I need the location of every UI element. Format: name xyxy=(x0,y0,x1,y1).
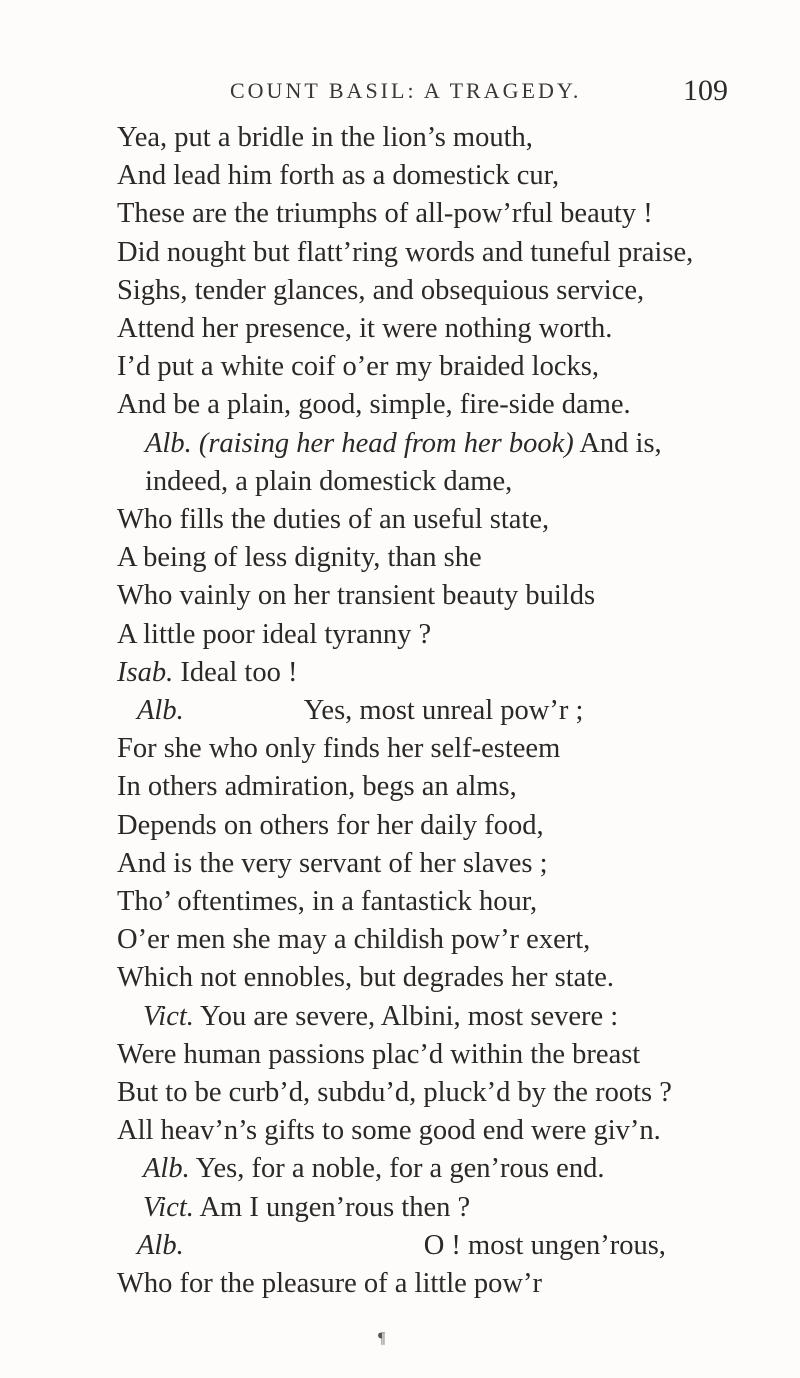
verse-line: Did nought but flatt’ring words and tuneful praise, xyxy=(117,236,694,268)
footer-mark: ¶ xyxy=(378,1330,386,1347)
speaker-name: Alb. xyxy=(143,1153,190,1185)
verse-line: And be a plain, good, simple, fire-side dame. xyxy=(117,389,631,421)
verse-line: O’er men she may a childish pow’r exert, xyxy=(117,924,591,956)
verse-line: And is the very servant of her slaves ; xyxy=(117,847,548,879)
verse-line: And lead him forth as a domestick cur, xyxy=(117,160,560,192)
running-header xyxy=(0,74,800,114)
stage-direction: (raising her head from her book) xyxy=(198,427,574,459)
verse-line: Alb. (raising her head from her book) And is, xyxy=(145,427,662,459)
speaker-name: Vict. xyxy=(143,1000,194,1032)
verse-line: But to be curb’d, subdu’d, pluck’d by the roots ? xyxy=(117,1077,672,1108)
verse-line: Who vainly on her transient beauty builds xyxy=(117,580,596,612)
verse-line: Tho’ oftentimes, in a fantastick hour, xyxy=(117,886,538,917)
speaker-name: Alb. xyxy=(145,427,192,459)
verse-line: Alb. Yes, for a noble, for a gen’rous end. xyxy=(143,1153,605,1185)
verse-line: I’d put a white coif o’er my braided locks, xyxy=(117,351,599,383)
verse-line: A little poor ideal tyranny ? xyxy=(117,618,432,650)
verse-line: Vict. You are severe, Albini, most severe : xyxy=(143,1000,619,1032)
verse-line: A being of less dignity, than she xyxy=(117,542,482,574)
verse-line: Alb. Yes, most unreal pow’r ; xyxy=(137,695,584,726)
verse-line: For she who only finds her self-esteem xyxy=(117,733,561,765)
running-title: COUNT BASIL: A TRAGEDY. xyxy=(230,78,582,103)
verse-line: In others admiration, begs an alms, xyxy=(117,771,517,803)
verse-line: Which not ennobles, but degrades her state. xyxy=(117,962,615,994)
verse-line: These are the triumphs of all-pow’rful beauty ! xyxy=(117,198,653,230)
verse-line: All heav’n’s gifts to some good end were giv’n. xyxy=(117,1115,661,1147)
speaker-name: Alb. xyxy=(137,1229,184,1261)
verse-line: indeed, a plain domestick dame, xyxy=(145,465,513,497)
verse-line: Yea, put a bridle in the lion’s mouth, xyxy=(117,122,533,153)
verse-line: Depends on others for her daily food, xyxy=(117,809,544,841)
speaker-name: Vict. xyxy=(143,1191,194,1223)
verse-line: Who fills the duties of an useful state, xyxy=(117,504,550,535)
verse-line: Isab. Ideal too ! xyxy=(117,656,298,688)
verse-line: Were human passions plac’d within the breast xyxy=(117,1038,641,1070)
page-number: 109 xyxy=(683,74,728,107)
speaker-name: Alb. xyxy=(137,695,184,726)
verse-line: Who for the pleasure of a little pow’r xyxy=(117,1268,542,1299)
verse-line: Vict. Am I ungen’rous then ? xyxy=(143,1191,471,1223)
speaker-name: Isab. xyxy=(117,656,174,688)
verse-line: Alb. O ! most ungen’rous, xyxy=(137,1229,666,1261)
verse-line: Attend her presence, it were nothing worth. xyxy=(117,313,613,344)
verse-line: Sighs, tender glances, and obsequious service, xyxy=(117,274,645,306)
